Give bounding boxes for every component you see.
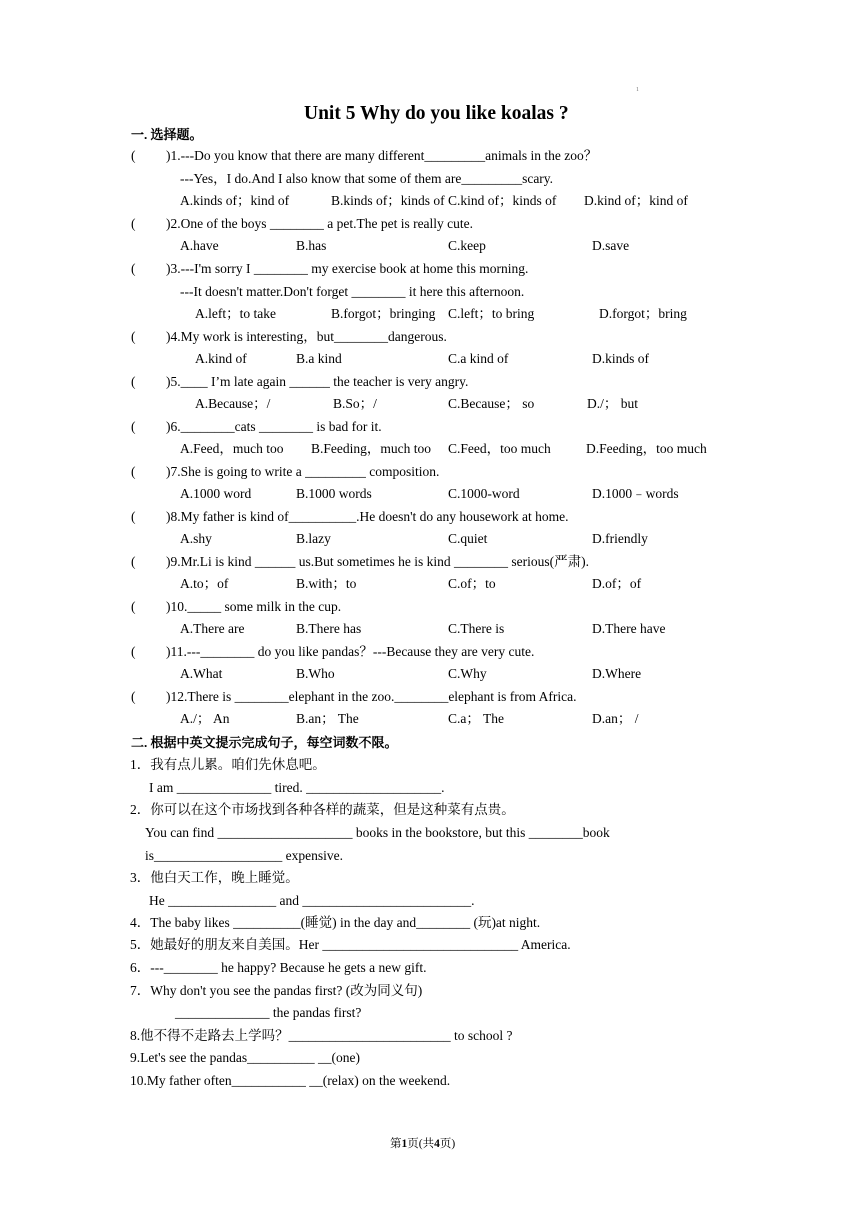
item-line: 9.Let's see the pandas__________ __(one) <box>130 1050 361 1065</box>
question-option: D.Feeding，too much <box>586 441 707 456</box>
question-stem: )7.She is going to write a _________ composition. <box>166 464 440 479</box>
item-line: 5．她最好的朋友来自美国。Her _____________________________ America. <box>130 937 571 952</box>
answer-paren: ( <box>131 216 136 231</box>
answer-paren: ( <box>131 419 136 434</box>
question-stem: )4.My work is interesting，but________dangerous. <box>166 329 447 344</box>
section2-heading: 二. 根据中英文提示完成句子，每空词数不限。 <box>131 735 398 750</box>
item-line: 6．---________ he happy? Because he gets a new gift. <box>130 960 427 975</box>
footer-pre: 第 <box>390 1138 402 1150</box>
question-stem: )11.---________ do you like pandas？---Because they are very cute. <box>166 644 535 659</box>
question-option: D.an； / <box>592 711 639 726</box>
item-chinese-prompt: 2．你可以在这个市场找到各种各样的蔬菜，但是这种菜有点贵。 <box>130 802 515 817</box>
question-option: B.forgot；bringing <box>331 306 436 321</box>
answer-paren: ( <box>131 599 136 614</box>
item-line: 10.My father often___________ __(relax) on the weekend. <box>130 1073 451 1088</box>
question-option: B.has <box>296 238 327 253</box>
question-option: C.There is <box>448 621 505 636</box>
question-option: D.friendly <box>592 531 648 546</box>
question-option: D.forgot；bring <box>599 306 687 321</box>
answer-paren: ( <box>131 689 136 704</box>
question-option: C.a kind of <box>448 351 509 366</box>
question-stem: )2.One of the boys ________ a pet.The pet is really cute. <box>166 216 474 231</box>
question-option: B.1000 words <box>296 486 372 501</box>
question-option: D.kind of；kind of <box>584 193 688 208</box>
item-english-line: You can find ____________________ books in the bookstore, but this ________book <box>145 825 610 840</box>
footer-page-number: 1 <box>401 1138 408 1150</box>
question-stem: )6.________cats ________ is bad for it. <box>166 419 382 434</box>
question-option: A.1000 word <box>180 486 252 501</box>
question-option: D.save <box>592 238 630 253</box>
footer-post: 页) <box>439 1138 456 1150</box>
question-option: B.Who <box>296 666 335 681</box>
question-option: C.kind of；kinds of <box>448 193 557 208</box>
question-option: A.left；to take <box>195 306 276 321</box>
section1-heading: 一. 选择题。 <box>131 127 203 142</box>
question-option: C.Because； so <box>448 396 535 411</box>
question-stem-line2: ---It doesn't matter.Don't forget ________ it here this afternoon. <box>180 284 525 299</box>
page-footer <box>390 1139 455 1151</box>
question-option: B.kinds of；kinds of <box>331 193 445 208</box>
question-option: D.kinds of <box>592 351 649 366</box>
answer-paren: ( <box>131 644 136 659</box>
question-option: B.lazy <box>296 531 331 546</box>
corner-mark: 1 <box>636 87 639 93</box>
item-english-line2: is___________________ expensive. <box>145 848 343 863</box>
question-option: C.1000-word <box>448 486 520 501</box>
page-title: Unit 5 Why do you like koalas ? <box>304 103 569 124</box>
answer-paren: ( <box>131 329 136 344</box>
question-option: A./； An <box>180 711 230 726</box>
answer-paren: ( <box>131 509 136 524</box>
question-option: B.with；to <box>296 576 357 591</box>
question-option: B.a kind <box>296 351 342 366</box>
question-option: B.Feeding，much too <box>311 441 431 456</box>
question-option: A.Feed，much too <box>180 441 284 456</box>
question-option: A.shy <box>180 531 212 546</box>
question-option: A.to；of <box>180 576 229 591</box>
question-option: A.What <box>180 666 223 681</box>
question-option: B.There has <box>296 621 362 636</box>
question-option: C.left；to bring <box>448 306 535 321</box>
question-stem: )5.____ I’m late again ______ the teacher is very angry. <box>166 374 469 389</box>
question-option: C.Feed，too much <box>448 441 551 456</box>
question-stem-line2: ---Yes，I do.And I also know that some of them are_________scary. <box>180 171 554 186</box>
item-chinese-prompt: 1．我有点儿累。咱们先休息吧。 <box>130 757 326 772</box>
question-option: B.So；/ <box>333 396 377 411</box>
question-stem: )9.Mr.Li is kind ______ us.But sometimes he is kind ________ serious(严肃). <box>166 554 589 569</box>
answer-paren: ( <box>131 148 136 163</box>
question-option: C.keep <box>448 238 486 253</box>
item-english-line: He ________________ and _________________________. <box>149 893 475 908</box>
question-option: A.Because；/ <box>195 396 271 411</box>
question-option: B.an； The <box>296 711 359 726</box>
footer-total-pages: 4 <box>434 1138 440 1150</box>
item-line: 4．The baby likes __________(睡觉) in the day and________ (玩)at night. <box>130 915 541 930</box>
item-line: 7．Why don't you see the pandas first? (改为同义句) <box>130 983 423 998</box>
item-line: 8.他不得不走路去上学吗？________________________ to school ? <box>130 1028 513 1043</box>
item-english-line: ______________ the pandas first? <box>175 1005 362 1020</box>
question-option: C.quiet <box>448 531 488 546</box>
item-chinese-prompt: 3．他白天工作，晚上睡觉。 <box>130 870 299 885</box>
answer-paren: ( <box>131 554 136 569</box>
question-option: D./； but <box>587 396 639 411</box>
question-option: A.kind of <box>195 351 247 366</box>
question-option: C.Why <box>448 666 487 681</box>
question-option: A.kinds of；kind of <box>180 193 290 208</box>
question-stem: )8.My father is kind of__________.He doesn't do any housework at home. <box>166 509 569 524</box>
question-option: D.There have <box>592 621 666 636</box>
question-option: A.have <box>180 238 219 253</box>
question-option: C.a； The <box>448 711 504 726</box>
question-option: C.of；to <box>448 576 496 591</box>
question-option: D.1000﹣words <box>592 486 679 501</box>
question-stem: )3.---I'm sorry I ________ my exercise book at home this morning. <box>166 261 529 276</box>
question-option: A.There are <box>180 621 245 636</box>
question-option: D.Where <box>592 666 642 681</box>
question-stem: )10._____ some milk in the cup. <box>166 599 342 614</box>
question-stem: )12.There is ________elephant in the zoo.________elephant is from Africa. <box>166 689 577 704</box>
question-option: D.of；of <box>592 576 642 591</box>
question-stem: )1.---Do you know that there are many different_________animals in the zoo？ <box>166 148 598 163</box>
footer-mid: 页(共 <box>407 1138 435 1150</box>
item-english-line: I am ______________ tired. ____________________. <box>149 780 445 795</box>
answer-paren: ( <box>131 261 136 276</box>
answer-paren: ( <box>131 464 136 479</box>
answer-paren: ( <box>131 374 136 389</box>
